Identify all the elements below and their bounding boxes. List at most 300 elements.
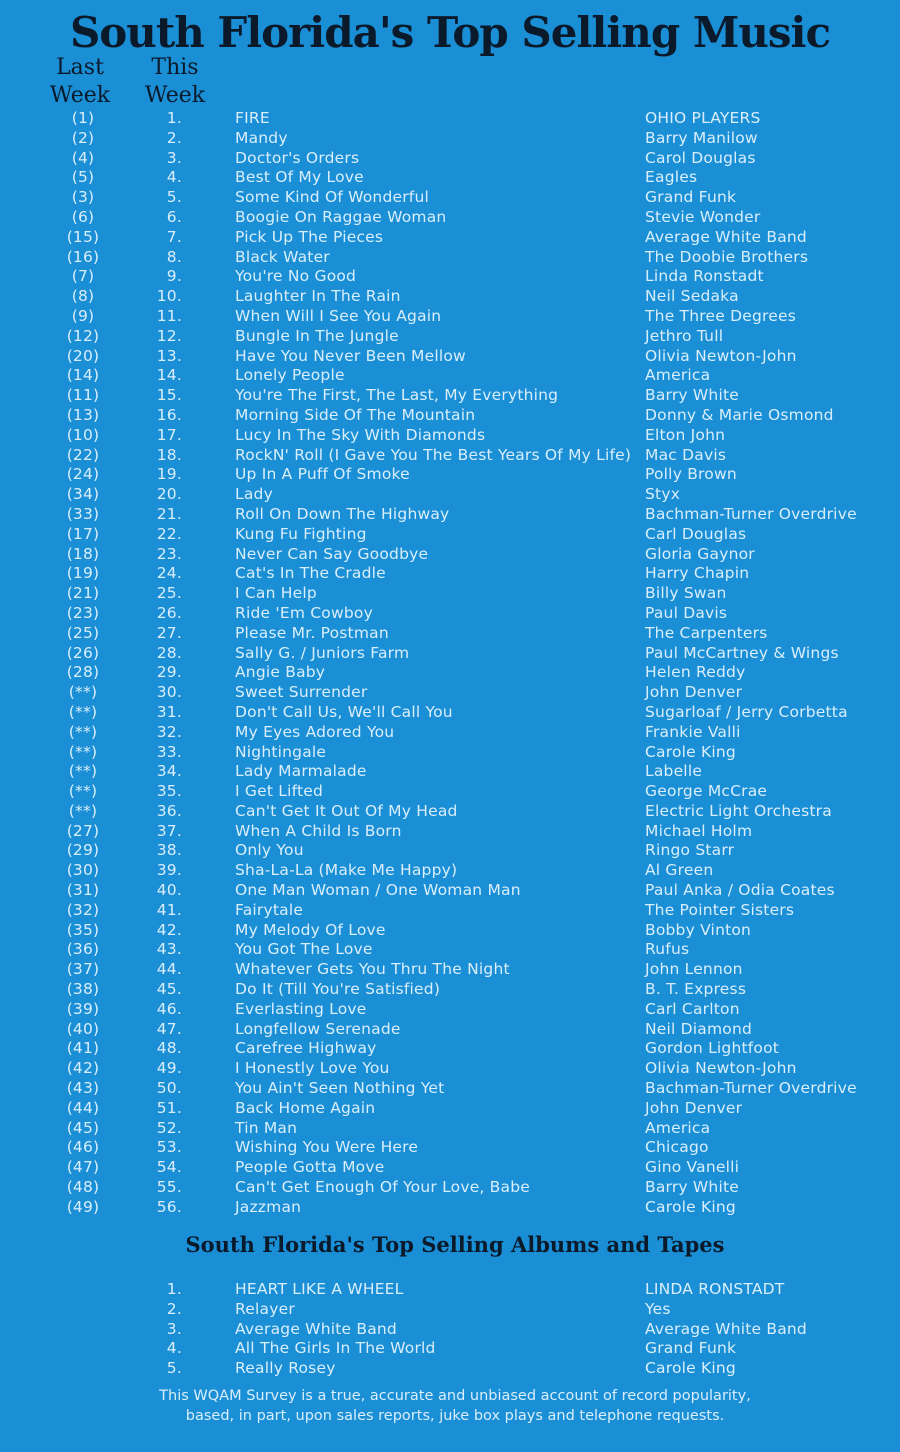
single-artist-cell: Al Green <box>645 861 714 880</box>
single-row <box>0 307 900 327</box>
single-row <box>0 1119 900 1139</box>
single-title-cell: Lucy In The Sky With Diamonds <box>235 425 486 444</box>
single-row <box>0 624 900 644</box>
single-last-cell: (**) <box>68 722 98 741</box>
single-row <box>0 822 900 842</box>
single-row <box>0 644 900 664</box>
single-title-cell: Don't Call Us, We'll Call You <box>235 702 453 721</box>
single-artist-cell: Paul Anka / Odia Coates <box>645 881 835 900</box>
single-last-cell: (1) <box>71 109 95 127</box>
single-artist-cell: Helen Reddy <box>645 663 746 682</box>
single-row <box>0 465 900 485</box>
single-this-cell: 46. <box>156 999 182 1018</box>
single-artist-cell: OHIO PLAYERS <box>645 109 761 127</box>
single-this-cell: 22. <box>156 524 182 543</box>
single-last-cell: (13) <box>66 405 100 424</box>
single-row <box>0 505 900 525</box>
single-this-cell: 56. <box>156 1197 182 1216</box>
single-this-cell: 54. <box>156 1158 182 1177</box>
single-this-cell: 4. <box>166 168 182 187</box>
albums-title: South Florida's Top Selling Albums and Tapes <box>185 1232 725 1257</box>
single-title-cell: Morning Side Of The Mountain <box>235 405 476 424</box>
single-title-cell: My Melody Of Love <box>235 920 386 939</box>
single-artist-cell: Styx <box>645 485 681 504</box>
single-artist-cell: Rufus <box>645 940 690 959</box>
singles-list <box>0 109 900 1218</box>
album-artist-cell: LINDA RONSTADT <box>645 1280 785 1298</box>
single-this-cell: 33. <box>156 742 182 761</box>
single-row <box>0 901 900 921</box>
single-row <box>0 129 900 149</box>
single-row <box>0 208 900 228</box>
single-last-cell: (8) <box>71 287 95 306</box>
single-this-cell: 13. <box>156 346 182 365</box>
single-this-cell: 9. <box>166 267 182 286</box>
single-artist-cell: Frankie Valli <box>645 722 741 741</box>
single-row <box>0 762 900 782</box>
single-row <box>0 406 900 426</box>
this-week-header-line2: Week <box>144 83 206 108</box>
single-last-cell: (26) <box>66 643 100 662</box>
single-last-cell: (32) <box>66 900 100 919</box>
single-last-cell: (33) <box>66 504 100 523</box>
single-this-cell: 48. <box>156 1039 182 1058</box>
single-title-cell: Can't Get Enough Of Your Love, Babe <box>235 1178 530 1197</box>
single-title-cell: My Eyes Adored You <box>235 722 395 741</box>
single-this-cell: 31. <box>156 702 182 721</box>
single-row <box>0 723 900 743</box>
single-this-cell: 53. <box>156 1138 182 1157</box>
single-title-cell: When A Child Is Born <box>235 821 402 840</box>
single-row <box>0 1099 900 1119</box>
single-this-cell: 14. <box>156 366 182 385</box>
single-artist-cell: George McCrae <box>645 782 768 801</box>
single-last-cell: (27) <box>66 821 100 840</box>
single-artist-cell: Paul McCartney & Wings <box>645 643 839 662</box>
album-title-cell: HEART LIKE A WHEEL <box>235 1280 404 1298</box>
albums-list <box>0 1280 900 1379</box>
single-title-cell: Never Can Say Goodbye <box>235 544 429 563</box>
single-artist-cell: The Doobie Brothers <box>645 247 809 266</box>
single-last-cell: (45) <box>66 1118 100 1137</box>
single-row <box>0 1020 900 1040</box>
single-this-cell: 50. <box>156 1079 182 1098</box>
single-title-cell: Sha-La-La (Make Me Happy) <box>235 861 458 880</box>
single-row <box>0 228 900 248</box>
single-last-cell: (35) <box>66 920 100 939</box>
single-title-cell: Roll On Down The Highway <box>235 504 450 523</box>
single-row <box>0 782 900 802</box>
single-artist-cell: Chicago <box>645 1138 709 1157</box>
single-artist-cell: Donny & Marie Osmond <box>645 405 834 424</box>
single-title-cell: Can't Get It Out Of My Head <box>235 801 458 820</box>
single-row <box>0 1138 900 1158</box>
single-last-cell: (14) <box>66 366 100 385</box>
single-last-cell: (**) <box>68 683 98 702</box>
single-artist-cell: The Pointer Sisters <box>645 900 795 919</box>
single-title-cell: Longfellow Serenade <box>235 1019 401 1038</box>
single-last-cell: (**) <box>68 801 98 820</box>
single-artist-cell: Jethro Tull <box>645 326 724 345</box>
single-title-cell: I Can Help <box>235 584 317 603</box>
single-last-cell: (17) <box>66 524 100 543</box>
single-artist-cell: John Lennon <box>645 960 743 979</box>
album-row <box>0 1320 900 1340</box>
single-this-cell: 29. <box>156 663 182 682</box>
single-artist-cell: Carl Douglas <box>645 524 747 543</box>
single-artist-cell: Carole King <box>645 1197 736 1216</box>
single-title-cell: Please Mr. Postman <box>235 623 389 642</box>
album-title-cell: All The Girls In The World <box>235 1339 436 1358</box>
single-last-cell: (9) <box>71 306 95 325</box>
single-artist-cell: America <box>645 1118 711 1137</box>
single-this-cell: 5. <box>166 188 182 207</box>
single-title-cell: Only You <box>235 841 304 860</box>
single-this-cell: 49. <box>156 1059 182 1078</box>
footer-line-2: based, in part, upon sales reports, juke box plays and telephone requests. <box>185 1408 725 1424</box>
single-title-cell: Up In A Puff Of Smoke <box>235 465 410 484</box>
single-artist-cell: Olivia Newton-John <box>645 346 797 365</box>
single-this-cell: 38. <box>156 841 182 860</box>
single-last-cell: (29) <box>66 841 100 860</box>
single-this-cell: 2. <box>166 128 182 147</box>
single-this-cell: 42. <box>156 920 182 939</box>
single-title-cell: RockN' Roll (I Gave You The Best Years Of My Life) <box>235 445 632 464</box>
single-title-cell: Bungle In The Jungle <box>235 326 399 345</box>
single-row <box>0 841 900 861</box>
single-title-cell: Kung Fu Fighting <box>235 524 367 543</box>
single-artist-cell: Electric Light Orchestra <box>645 801 832 820</box>
single-title-cell: You're The First, The Last, My Everything <box>235 386 559 405</box>
single-title-cell: Lady Marmalade <box>235 762 367 781</box>
single-artist-cell: Bachman-Turner Overdrive <box>645 504 857 523</box>
single-artist-cell: Barry White <box>645 386 739 405</box>
single-title-cell: You're No Good <box>235 267 357 286</box>
single-title-cell: Mandy <box>235 128 288 147</box>
single-this-cell: 20. <box>156 485 182 504</box>
single-last-cell: (41) <box>66 1039 100 1058</box>
single-this-cell: 28. <box>156 643 182 662</box>
album-this-cell: 2. <box>166 1299 182 1318</box>
single-last-cell: (37) <box>66 960 100 979</box>
single-artist-cell: Gloria Gaynor <box>645 544 755 563</box>
single-row <box>0 584 900 604</box>
single-row <box>0 188 900 208</box>
single-title-cell: Everlasting Love <box>235 999 367 1018</box>
single-title-cell: Jazzman <box>235 1197 302 1216</box>
single-last-cell: (21) <box>66 584 100 603</box>
single-artist-cell: Michael Holm <box>645 821 753 840</box>
single-this-cell: 27. <box>156 623 182 642</box>
single-last-cell: (22) <box>66 445 100 464</box>
single-row <box>0 545 900 565</box>
single-title-cell: Sally G. / Juniors Farm <box>235 643 410 662</box>
single-title-cell: Have You Never Been Mellow <box>235 346 466 365</box>
single-title-cell: Whatever Gets You Thru The Night <box>235 960 510 979</box>
single-title-cell: You Ain't Seen Nothing Yet <box>235 1079 445 1098</box>
single-this-cell: 51. <box>156 1098 182 1117</box>
single-this-cell: 45. <box>156 980 182 999</box>
album-row <box>0 1300 900 1320</box>
single-title-cell: Black Water <box>235 247 330 266</box>
single-row <box>0 1198 900 1218</box>
single-this-cell: 16. <box>156 405 182 424</box>
album-title-cell: Average White Band <box>235 1319 397 1338</box>
single-title-cell: Boogie On Raggae Woman <box>235 207 447 226</box>
single-this-cell: 25. <box>156 584 182 603</box>
single-this-cell: 11. <box>156 306 182 325</box>
single-last-cell: (31) <box>66 881 100 900</box>
album-row <box>0 1339 900 1359</box>
single-title-cell: Some Kind Of Wonderful <box>235 188 429 207</box>
single-artist-cell: Ringo Starr <box>645 841 735 860</box>
single-artist-cell: Grand Funk <box>645 188 737 207</box>
single-row <box>0 485 900 505</box>
single-artist-cell: Linda Ronstadt <box>645 267 764 286</box>
single-this-cell: 26. <box>156 603 182 622</box>
single-row <box>0 1059 900 1079</box>
single-title-cell: Ride 'Em Cowboy <box>235 603 373 622</box>
album-row <box>0 1280 900 1300</box>
album-this-cell: 3. <box>166 1319 182 1338</box>
single-last-cell: (20) <box>66 346 100 365</box>
album-artist-cell: Carole King <box>645 1359 736 1378</box>
single-this-cell: 39. <box>156 861 182 880</box>
single-last-cell: (**) <box>68 782 98 801</box>
single-row <box>0 248 900 268</box>
single-this-cell: 18. <box>156 445 182 464</box>
single-title-cell: I Get Lifted <box>235 782 324 801</box>
single-this-cell: 36. <box>156 801 182 820</box>
single-row <box>0 327 900 347</box>
single-row <box>0 1158 900 1178</box>
single-artist-cell: Carl Carlton <box>645 999 740 1018</box>
single-row <box>0 426 900 446</box>
single-row <box>0 168 900 188</box>
single-this-cell: 15. <box>156 386 182 405</box>
single-this-cell: 47. <box>156 1019 182 1038</box>
single-title-cell: Do It (Till You're Satisfied) <box>235 980 441 999</box>
single-row <box>0 564 900 584</box>
single-row <box>0 446 900 466</box>
single-row <box>0 1039 900 1059</box>
single-last-cell: (16) <box>66 247 100 266</box>
single-row <box>0 960 900 980</box>
single-row <box>0 683 900 703</box>
single-artist-cell: Barry White <box>645 1178 739 1197</box>
single-this-cell: 1. <box>166 109 182 127</box>
single-artist-cell: Carol Douglas <box>645 148 756 167</box>
single-last-cell: (38) <box>66 980 100 999</box>
page-title: South Florida's Top Selling Music <box>69 8 831 57</box>
single-artist-cell: Elton John <box>645 425 726 444</box>
single-artist-cell: Bachman-Turner Overdrive <box>645 1079 857 1098</box>
single-artist-cell: Gino Vanelli <box>645 1158 740 1177</box>
single-artist-cell: Barry Manilow <box>645 128 758 147</box>
single-this-cell: 34. <box>156 762 182 781</box>
last-week-header-line2: Week <box>49 83 111 108</box>
this-week-header <box>132 54 218 110</box>
single-last-cell: (30) <box>66 861 100 880</box>
single-row <box>0 1000 900 1020</box>
single-row <box>0 287 900 307</box>
single-artist-cell: Bobby Vinton <box>645 920 752 939</box>
single-artist-cell: Neil Sedaka <box>645 287 739 306</box>
single-this-cell: 17. <box>156 425 182 444</box>
single-this-cell: 12. <box>156 326 182 345</box>
single-this-cell: 30. <box>156 683 182 702</box>
album-artist-cell: Grand Funk <box>645 1339 737 1358</box>
album-title-cell: Really Rosey <box>235 1359 336 1378</box>
single-title-cell: Cat's In The Cradle <box>235 564 386 583</box>
single-this-cell: 6. <box>166 207 182 226</box>
single-row <box>0 703 900 723</box>
single-last-cell: (6) <box>71 207 95 226</box>
single-this-cell: 37. <box>156 821 182 840</box>
single-title-cell: Doctor's Orders <box>235 148 360 167</box>
single-last-cell: (36) <box>66 940 100 959</box>
single-this-cell: 3. <box>166 148 182 167</box>
single-this-cell: 40. <box>156 881 182 900</box>
single-row <box>0 604 900 624</box>
single-last-cell: (4) <box>71 148 95 167</box>
single-last-cell: (11) <box>66 386 100 405</box>
single-artist-cell: Olivia Newton-John <box>645 1059 797 1078</box>
album-row <box>0 1359 900 1379</box>
single-title-cell: People Gotta Move <box>235 1158 385 1177</box>
single-this-cell: 24. <box>156 564 182 583</box>
single-title-cell: Pick Up The Pieces <box>235 227 384 246</box>
single-artist-cell: Labelle <box>645 762 703 781</box>
single-title-cell: Wishing You Were Here <box>235 1138 419 1157</box>
single-artist-cell: Harry Chapin <box>645 564 750 583</box>
single-last-cell: (39) <box>66 999 100 1018</box>
single-row <box>0 149 900 169</box>
single-row <box>0 109 900 129</box>
single-row <box>0 743 900 763</box>
last-week-header <box>40 54 120 110</box>
single-last-cell: (24) <box>66 465 100 484</box>
album-this-cell: 5. <box>166 1359 182 1378</box>
single-last-cell: (12) <box>66 326 100 345</box>
single-last-cell: (**) <box>68 702 98 721</box>
single-artist-cell: The Carpenters <box>645 623 768 642</box>
single-title-cell: Nightingale <box>235 742 327 761</box>
single-last-cell: (43) <box>66 1079 100 1098</box>
single-artist-cell: Carole King <box>645 742 736 761</box>
single-this-cell: 19. <box>156 465 182 484</box>
single-artist-cell: B. T. Express <box>645 980 747 999</box>
single-last-cell: (10) <box>66 425 100 444</box>
single-last-cell: (3) <box>71 188 95 207</box>
album-artist-cell: Yes <box>645 1299 671 1318</box>
single-last-cell: (7) <box>71 267 95 286</box>
single-last-cell: (5) <box>71 168 95 187</box>
single-last-cell: (49) <box>66 1197 100 1216</box>
single-this-cell: 10. <box>156 287 182 306</box>
single-this-cell: 44. <box>156 960 182 979</box>
single-last-cell: (28) <box>66 663 100 682</box>
single-last-cell: (34) <box>66 485 100 504</box>
single-row <box>0 366 900 386</box>
single-row <box>0 386 900 406</box>
single-artist-cell: Mac Davis <box>645 445 727 464</box>
single-artist-cell: Polly Brown <box>645 465 737 484</box>
single-row <box>0 663 900 683</box>
single-artist-cell: Average White Band <box>645 227 807 246</box>
single-this-cell: 55. <box>156 1178 182 1197</box>
single-last-cell: (18) <box>66 544 100 563</box>
single-row <box>0 980 900 1000</box>
single-this-cell: 52. <box>156 1118 182 1137</box>
single-last-cell: (40) <box>66 1019 100 1038</box>
single-title-cell: Best Of My Love <box>235 168 364 187</box>
single-artist-cell: The Three Degrees <box>645 306 796 325</box>
single-title-cell: Tin Man <box>235 1118 298 1137</box>
single-title-cell: Laughter In The Rain <box>235 287 401 306</box>
single-this-cell: 43. <box>156 940 182 959</box>
single-last-cell: (**) <box>68 762 98 781</box>
single-row <box>0 1079 900 1099</box>
single-artist-cell: Billy Swan <box>645 584 727 603</box>
single-last-cell: (46) <box>66 1138 100 1157</box>
single-row <box>0 921 900 941</box>
album-artist-cell: Average White Band <box>645 1319 807 1338</box>
single-title-cell: Fairytale <box>235 900 304 919</box>
single-last-cell: (44) <box>66 1098 100 1117</box>
single-row <box>0 1178 900 1198</box>
single-this-cell: 21. <box>156 504 182 523</box>
single-row <box>0 525 900 545</box>
single-title-cell: Angie Baby <box>235 663 326 682</box>
single-title-cell: Lonely People <box>235 366 345 385</box>
single-title-cell: FIRE <box>235 109 270 127</box>
single-row <box>0 940 900 960</box>
single-title-cell: I Honestly Love You <box>235 1059 390 1078</box>
single-artist-cell: Gordon Lightfoot <box>645 1039 780 1058</box>
single-this-cell: 32. <box>156 722 182 741</box>
single-last-cell: (48) <box>66 1178 100 1197</box>
single-title-cell: You Got The Love <box>235 940 373 959</box>
single-last-cell: (42) <box>66 1059 100 1078</box>
single-title-cell: One Man Woman / One Woman Man <box>235 881 521 900</box>
single-row <box>0 347 900 367</box>
single-artist-cell: Eagles <box>645 168 698 187</box>
album-this-cell: 1. <box>166 1280 182 1298</box>
single-last-cell: (15) <box>66 227 100 246</box>
album-title-cell: Relayer <box>235 1299 295 1318</box>
single-last-cell: (47) <box>66 1158 100 1177</box>
single-this-cell: 8. <box>166 247 182 266</box>
single-title-cell: Sweet Surrender <box>235 683 368 702</box>
single-this-cell: 7. <box>166 227 182 246</box>
album-this-cell: 4. <box>166 1339 182 1358</box>
footer-line-1: This WQAM Survey is a true, accurate and unbiased account of record popularity, <box>159 1388 751 1404</box>
single-last-cell: (23) <box>66 603 100 622</box>
single-this-cell: 35. <box>156 782 182 801</box>
single-row <box>0 881 900 901</box>
single-this-cell: 23. <box>156 544 182 563</box>
single-title-cell: Carefree Highway <box>235 1039 377 1058</box>
single-this-cell: 41. <box>156 900 182 919</box>
single-artist-cell: Stevie Wonder <box>645 207 761 226</box>
single-title-cell: Lady <box>235 485 273 504</box>
survey-footer <box>0 1386 900 1426</box>
single-artist-cell: America <box>645 366 711 385</box>
single-last-cell: (2) <box>71 128 95 147</box>
single-title-cell: Back Home Again <box>235 1098 376 1117</box>
last-week-header-line1: Last <box>56 55 104 80</box>
